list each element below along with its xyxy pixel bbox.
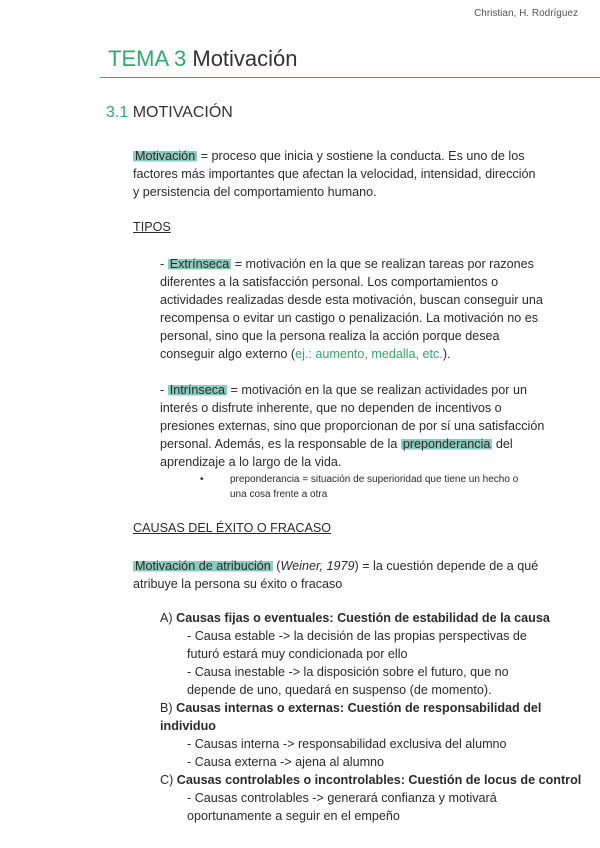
text-line: conseguir algo externo ( — [160, 347, 296, 361]
list-subitem: - Causa externa -> ajena al alumno — [187, 755, 385, 769]
term-highlight: Intrínseca — [169, 383, 226, 397]
text-line: y persistencia del comportamiento humano. — [133, 185, 377, 199]
example-text: ej.: aumento, medalla, etc. — [295, 347, 443, 361]
bullet-dot: • — [200, 474, 204, 485]
text-line: personal. Además, es la responsable de la — [160, 437, 401, 451]
section-number: 3.1 — [106, 104, 129, 121]
dash: - — [160, 257, 168, 271]
text-line: del — [492, 437, 513, 451]
list-subitem: futuró estará muy condicionada por ello — [187, 647, 408, 661]
list-item-b-cont: individuo — [160, 719, 216, 733]
term-highlight: preponderancia — [402, 437, 491, 451]
atribucion-paragraph — [133, 557, 573, 593]
section-text: MOTIVACIÓN — [132, 104, 233, 121]
list-item-c: C) Causas controlables o incontrolables: Cuestión de locus de control — [160, 773, 582, 787]
term-highlight: Extrínseca — [169, 257, 230, 271]
text-line: personal, sino que la persona realiza la acción porque desea — [160, 329, 500, 343]
extrinseca-paragraph — [160, 255, 580, 363]
text-line: = motivación en la que se realizan actividades por un — [227, 383, 527, 397]
causas-heading: CAUSAS DEL ÉXITO O FRACASO — [133, 521, 332, 535]
text-line: = proceso que inicia y sostiene la conducta. Es uno de los — [197, 149, 525, 163]
list-subitem: - Causas controlables -> generará confianza y motivará — [187, 791, 497, 805]
text-line: presiones externas, sino que proporcionan de por sí una satisfacción — [160, 419, 545, 433]
text-line: preponderancia = situación de superioridad que tiene un hecho o — [230, 474, 519, 485]
section-heading — [106, 104, 233, 122]
bullet-text — [230, 472, 575, 502]
text-line: atribuye la persona su éxito o fracaso — [133, 577, 343, 591]
text-line: una cosa frente a otra — [230, 489, 328, 500]
tipos-heading: TIPOS — [133, 220, 171, 234]
text-line: aprendizaje a lo largo de la vida. — [160, 455, 342, 469]
term-highlight: Motivación de atribución — [135, 559, 271, 573]
intro-paragraph — [133, 147, 573, 201]
title-number: TEMA 3 — [108, 46, 187, 71]
list-item-a: A) Causas fijas o eventuales: Cuestión de estabilidad de la causa — [160, 611, 550, 625]
text-line: actividades realizadas desde esta motivación, buscan conseguir una — [160, 293, 543, 307]
list-subitem: - Causa estable -> la decisión de las propias perspectivas de — [187, 629, 527, 643]
text-line: = motivación en la que se realizan tareas por razones — [231, 257, 534, 271]
list-subitem: - Causas interna -> responsabilidad exclusiva del alumno — [187, 737, 507, 751]
author-name: Christian, H. Rodríguez — [474, 8, 578, 19]
page-title — [108, 46, 298, 72]
citation-author: Weiner, 1979 — [280, 559, 355, 573]
list-subitem: - Causa inestable -> la disposición sobre el futuro, que no — [187, 665, 509, 679]
text-line: ) = la cuestión depende de a qué — [354, 559, 539, 573]
title-text: Motivación — [192, 46, 298, 71]
list-subitem: depende de uno, quedará en suspenso (de momento). — [187, 683, 492, 697]
text-line: diferentes a la satisfacción personal. Los comportamientos o — [160, 275, 499, 289]
title-divider — [100, 77, 600, 78]
intrinseca-paragraph — [160, 381, 580, 471]
text-line: interés o disfrute inherente, que no dependen de incentivos o — [160, 401, 502, 415]
list-subitem: oportunamente a seguir en el empeño — [187, 809, 400, 823]
text-line: ( — [272, 559, 281, 573]
text-line: ). — [442, 347, 451, 361]
list-item-b: B) Causas internas o externas: Cuestión de responsabilidad del — [160, 701, 542, 715]
term-highlight: Motivación — [135, 149, 196, 163]
text-line: factores más importantes que afectan la velocidad, intensidad, dirección — [133, 167, 536, 181]
dash: - — [160, 383, 168, 397]
text-line: recompensa o evitar un castigo o penalización. La motivación no es — [160, 311, 539, 325]
